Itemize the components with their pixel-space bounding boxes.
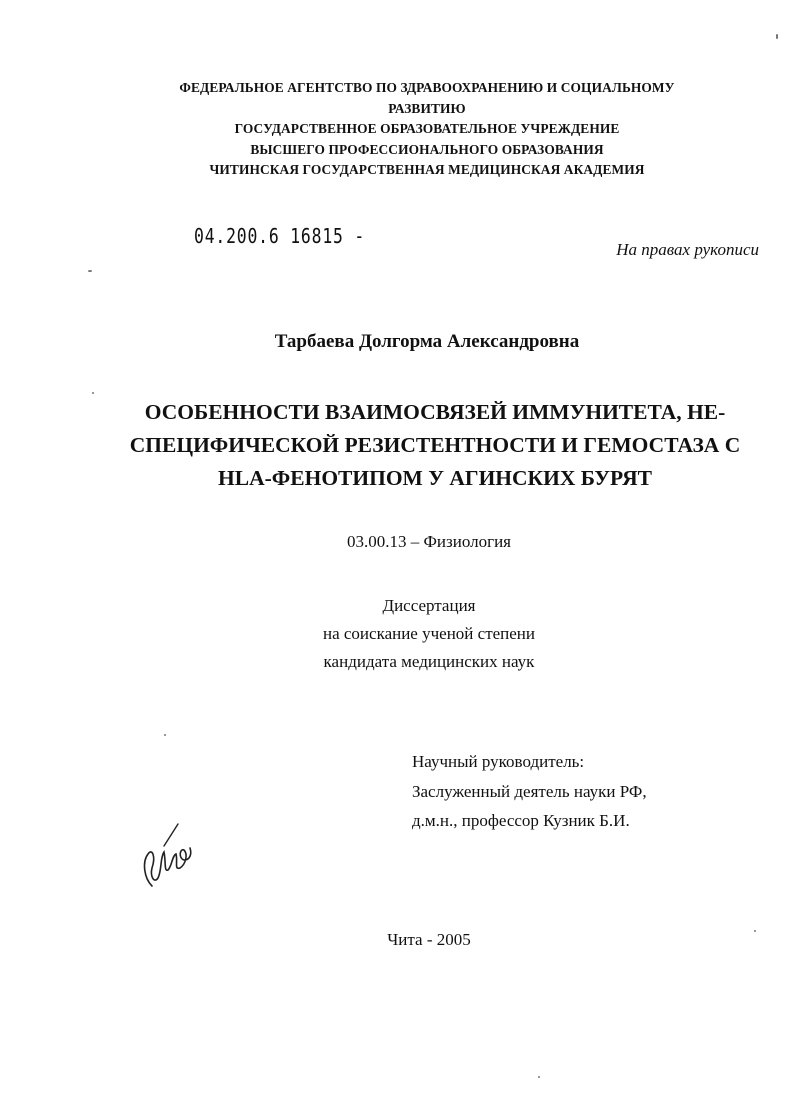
header-line: ВЫСШЕГО ПРОФЕССИОНАЛЬНОГО ОБРАЗОВАНИЯ [250,141,604,157]
header-line: ГОСУДАРСТВЕННОЕ ОБРАЗОВАТЕЛЬНОЕ УЧРЕЖДЕНИЕ [234,121,620,136]
scan-speck [538,1076,540,1078]
specialty-code: 03.00.13 – Физиология [347,532,511,551]
degree-statement [0,592,794,676]
author-name: Тарбаева Долгорма Александровна [274,331,580,352]
degree-line: на соискание ученой степени [322,624,536,643]
scan-speck [88,270,92,272]
supervisor-line: д.м.н., профессор Кузник Б.И. [412,811,630,830]
degree-line: Диссертация [382,596,476,615]
scan-speck [776,34,778,39]
registration-stamp: 04.200.6 16815 - [194,224,366,248]
header-line: ФЕДЕРАЛЬНОЕ АГЕНТСТВО ПО ЗДРАВООХРАНЕНИЮ И СОЦИАЛЬНОМУ [179,80,675,95]
scan-speck [92,392,94,394]
rights-note: На правах рукописи [616,240,759,259]
title-line: СПЕЦИФИЧЕСКОЙ РЕЗИСТЕНТНОСТИ И ГЕМОСТАЗА С [129,433,741,457]
degree-line: кандидата медицинских наук [323,652,535,671]
supervisor-block [412,747,647,836]
header-line: РАЗВИТИЮ [388,100,466,116]
header-line: ЧИТИНСКАЯ ГОСУДАРСТВЕННАЯ МЕДИЦИНСКАЯ АКАДЕМИЯ [209,162,645,177]
institution-header [100,78,754,181]
dissertation-title [110,396,760,495]
supervisor-line: Научный руководитель: [412,752,585,771]
supervisor-line: Заслуженный деятель науки РФ, [412,781,647,801]
scan-speck [164,734,166,736]
city-year: Чита - 2005 [387,930,471,949]
title-line: ОСОБЕННОСТИ ВЗАИМОСВЯЗЕЙ ИММУНИТЕТА, НЕ- [144,400,726,424]
scan-speck [754,930,756,932]
handwritten-signature [138,818,198,890]
title-line: HLA-ФЕНОТИПОМ У АГИНСКИХ БУРЯТ [218,466,652,490]
